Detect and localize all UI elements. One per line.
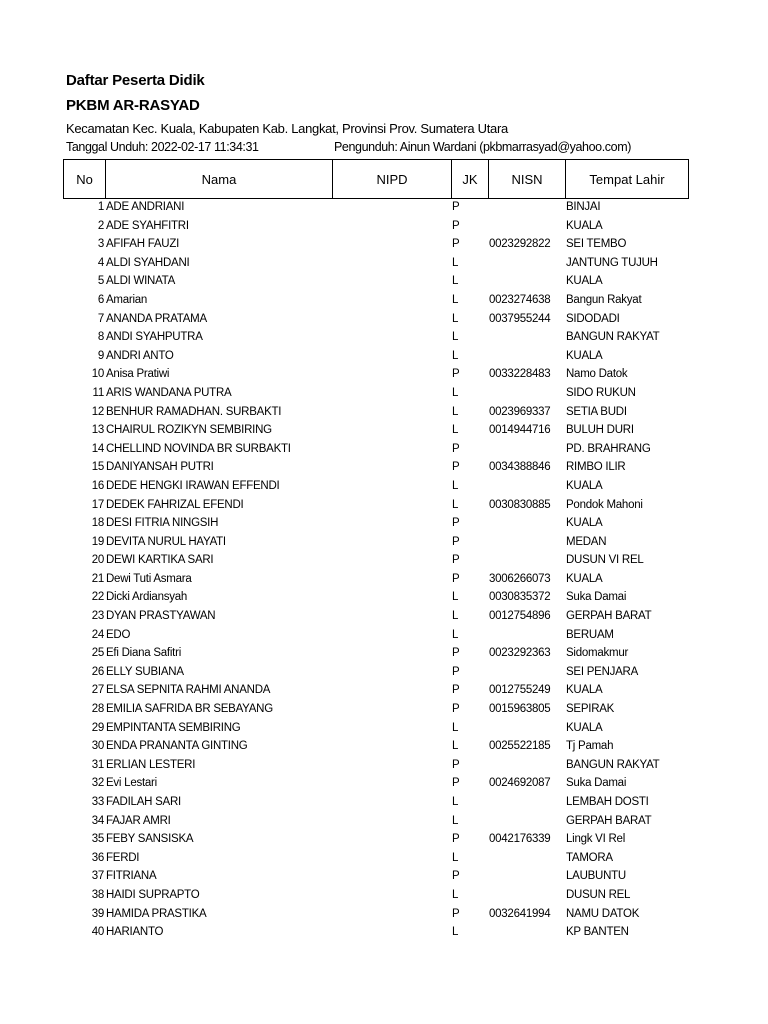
student-name: Dewi Tuti Asmara bbox=[106, 572, 192, 585]
student-name: ADE SYAHFITRI bbox=[106, 219, 189, 232]
student-name: ARIS WANDANA PUTRA bbox=[106, 386, 232, 399]
col-header-nisn: NISN bbox=[489, 160, 566, 199]
gender: P bbox=[452, 647, 460, 660]
student-name: EMPINTANTA SEMBIRING bbox=[106, 721, 241, 734]
nisn: 0030830885 bbox=[489, 498, 551, 511]
table-row bbox=[63, 330, 691, 349]
gender: L bbox=[452, 312, 459, 325]
student-name: FADILAH SARI bbox=[106, 796, 181, 808]
birthplace: KP BANTEN bbox=[566, 926, 629, 939]
row-number: 31 bbox=[91, 758, 104, 771]
gender: L bbox=[452, 349, 459, 362]
row-number: 9 bbox=[97, 349, 104, 362]
nisn: 0030835372 bbox=[489, 591, 551, 604]
row-number: 19 bbox=[91, 535, 104, 548]
birthplace: SETIA BUDI bbox=[566, 405, 627, 418]
row-number: 38 bbox=[91, 888, 104, 901]
student-name: ENDA PRANANTA GINTING bbox=[106, 740, 248, 753]
nisn: 0032641994 bbox=[489, 907, 551, 920]
table-row bbox=[63, 535, 691, 554]
gender: L bbox=[452, 814, 459, 827]
birthplace: BINJAI bbox=[566, 201, 601, 213]
student-name: ANDI SYAHPUTRA bbox=[106, 331, 203, 344]
birthplace: KUALA bbox=[566, 572, 603, 585]
row-number: 32 bbox=[91, 777, 104, 790]
birthplace: DUSUN REL bbox=[566, 888, 631, 901]
row-number: 15 bbox=[91, 461, 104, 474]
nisn: 0023292363 bbox=[489, 647, 551, 660]
table-row bbox=[63, 795, 691, 814]
table-row bbox=[63, 646, 691, 665]
document-title: Daftar Peserta Didik bbox=[66, 72, 205, 89]
birthplace: Bangun Rakyat bbox=[566, 293, 642, 306]
row-number: 13 bbox=[91, 424, 104, 437]
row-number: 25 bbox=[91, 647, 104, 660]
birthplace: SIDODADI bbox=[566, 312, 620, 325]
nisn: 0034388846 bbox=[489, 461, 551, 474]
nisn: 0014944716 bbox=[489, 424, 551, 437]
col-header-tempat-lahir: Tempat Lahir bbox=[566, 160, 689, 199]
row-number: 21 bbox=[91, 572, 104, 585]
table-row bbox=[63, 349, 691, 368]
gender: P bbox=[452, 201, 460, 213]
col-header-nipd: NIPD bbox=[333, 160, 452, 199]
gender: P bbox=[452, 368, 460, 381]
birthplace: SIDO RUKUN bbox=[566, 386, 636, 399]
gender: L bbox=[452, 740, 459, 753]
row-number: 5 bbox=[97, 275, 104, 288]
table-row bbox=[63, 851, 691, 870]
table-row bbox=[63, 274, 691, 293]
student-name: CHELLIND NOVINDA BR SURBAKTI bbox=[106, 442, 291, 455]
table-row bbox=[63, 739, 691, 758]
table-row bbox=[63, 721, 691, 740]
gender: P bbox=[452, 219, 460, 232]
table-row bbox=[63, 256, 691, 275]
table-row bbox=[63, 869, 691, 888]
row-number: 23 bbox=[91, 610, 104, 623]
row-number: 3 bbox=[97, 238, 104, 251]
row-number: 6 bbox=[97, 293, 104, 306]
gender: L bbox=[452, 405, 459, 418]
row-number: 2 bbox=[97, 219, 104, 232]
birthplace: JANTUNG TUJUH bbox=[566, 256, 658, 269]
student-list bbox=[63, 200, 691, 944]
organization-name: PKBM AR-RASYAD bbox=[66, 97, 200, 114]
table-row bbox=[63, 683, 691, 702]
student-name: ALDI WINATA bbox=[106, 275, 176, 288]
gender: L bbox=[452, 386, 459, 399]
student-name: DEDE HENGKI IRAWAN EFFENDI bbox=[106, 479, 280, 492]
birthplace: DUSUN VI REL bbox=[566, 554, 644, 567]
birthplace: BULUH DURI bbox=[566, 424, 634, 437]
table-row bbox=[63, 702, 691, 721]
gender: P bbox=[452, 517, 460, 530]
gender: L bbox=[452, 293, 459, 306]
gender: L bbox=[452, 926, 459, 939]
birthplace: BANGUN RAKYAT bbox=[566, 331, 660, 344]
download-date: Tanggal Unduh: 2022-02-17 11:34:31 bbox=[66, 140, 259, 154]
table-row bbox=[63, 758, 691, 777]
gender: L bbox=[452, 256, 459, 269]
row-number: 30 bbox=[91, 740, 104, 753]
gender: P bbox=[452, 535, 460, 548]
student-name: CHAIRUL ROZIKYN SEMBIRING bbox=[106, 424, 272, 437]
table-header bbox=[63, 159, 689, 199]
nisn: 0023274638 bbox=[489, 293, 551, 306]
student-name: DESI FITRIA NINGSIH bbox=[106, 517, 219, 530]
birthplace: SEI PENJARA bbox=[566, 665, 639, 678]
birthplace: PD. BRAHRANG bbox=[566, 442, 651, 455]
gender: P bbox=[452, 833, 460, 846]
nisn: 0012755249 bbox=[489, 684, 551, 697]
birthplace: RIMBO ILIR bbox=[566, 461, 626, 474]
table-row bbox=[63, 665, 691, 684]
student-name: ANDRI ANTO bbox=[106, 349, 174, 362]
table-row bbox=[63, 776, 691, 795]
student-name: DEDEK FAHRIZAL EFENDI bbox=[106, 498, 244, 511]
nisn: 0023969337 bbox=[489, 405, 551, 418]
row-number: 28 bbox=[91, 703, 104, 716]
row-number: 11 bbox=[92, 386, 104, 399]
birthplace: KUALA bbox=[566, 684, 603, 697]
row-number: 22 bbox=[91, 591, 104, 604]
birthplace: Suka Damai bbox=[566, 591, 627, 604]
student-name: HARIANTO bbox=[106, 926, 164, 939]
col-header-nama: Nama bbox=[106, 160, 333, 199]
table-row bbox=[63, 460, 691, 479]
row-number: 8 bbox=[97, 331, 104, 344]
row-number: 7 bbox=[97, 312, 104, 325]
birthplace: Namo Datok bbox=[566, 368, 628, 381]
student-name: HAMIDA PRASTIKA bbox=[106, 907, 207, 920]
row-number: 18 bbox=[91, 517, 104, 530]
nisn: 0033228483 bbox=[489, 368, 551, 381]
student-name: FERDI bbox=[106, 851, 140, 864]
gender: L bbox=[452, 628, 459, 641]
nisn: 0024692087 bbox=[489, 777, 551, 790]
table-row bbox=[63, 442, 691, 461]
table-row bbox=[63, 516, 691, 535]
gender: P bbox=[452, 703, 460, 716]
birthplace: KUALA bbox=[566, 721, 603, 734]
table-row bbox=[63, 925, 691, 944]
birthplace: GERPAH BARAT bbox=[566, 610, 652, 623]
student-name: Dicki Ardiansyah bbox=[106, 591, 188, 604]
birthplace: KUALA bbox=[566, 479, 603, 492]
student-name: ALDI SYAHDANI bbox=[106, 256, 190, 269]
row-number: 34 bbox=[91, 814, 104, 827]
table-row bbox=[63, 367, 691, 386]
student-name: FITRIANA bbox=[106, 870, 157, 883]
birthplace: SEI TEMBO bbox=[566, 238, 627, 251]
birthplace: TAMORA bbox=[566, 851, 613, 864]
birthplace: KUALA bbox=[566, 349, 603, 362]
nisn: 0023292822 bbox=[489, 238, 551, 251]
row-number: 29 bbox=[91, 721, 104, 734]
table-row bbox=[63, 553, 691, 572]
birthplace: NAMU DATOK bbox=[566, 907, 640, 920]
gender: P bbox=[452, 238, 460, 251]
student-name: AFIFAH FAUZI bbox=[106, 238, 180, 251]
table-row bbox=[63, 479, 691, 498]
location-line: Kecamatan Kec. Kuala, Kabupaten Kab. Langkat, Provinsi Prov. Sumatera Utara bbox=[66, 121, 508, 136]
student-name: DANIYANSAH PUTRI bbox=[106, 461, 214, 474]
student-name: Amarian bbox=[106, 293, 148, 306]
birthplace: Sidomakmur bbox=[566, 647, 629, 660]
row-number: 40 bbox=[91, 926, 104, 939]
student-name: HAIDI SUPRAPTO bbox=[106, 888, 200, 901]
nisn: 0025522185 bbox=[489, 740, 551, 753]
birthplace: LEMBAH DOSTI bbox=[566, 796, 649, 808]
gender: P bbox=[452, 572, 460, 585]
row-number: 33 bbox=[91, 796, 104, 808]
nisn: 0012754896 bbox=[489, 610, 551, 623]
table-row bbox=[63, 907, 691, 926]
gender: P bbox=[452, 870, 460, 883]
row-number: 17 bbox=[91, 498, 104, 511]
student-name: BENHUR RAMADHAN. SURBAKTI bbox=[106, 405, 282, 418]
birthplace: SEPIRAK bbox=[566, 703, 615, 716]
student-name: FEBY SANSISKA bbox=[106, 833, 194, 846]
student-name: EDO bbox=[106, 628, 131, 641]
row-number: 16 bbox=[91, 479, 104, 492]
student-name: ERLIAN LESTERI bbox=[106, 758, 196, 771]
student-name: ELLY SUBIANA bbox=[106, 665, 184, 678]
birthplace: KUALA bbox=[566, 219, 603, 232]
student-name: ADE ANDRIANI bbox=[106, 201, 185, 213]
table-row bbox=[63, 628, 691, 647]
table-row bbox=[63, 405, 691, 424]
student-name: ELSA SEPNITA RAHMI ANANDA bbox=[106, 684, 271, 697]
birthplace: GERPAH BARAT bbox=[566, 814, 652, 827]
table-row bbox=[63, 386, 691, 405]
row-number: 36 bbox=[91, 851, 104, 864]
student-name: ANANDA PRATAMA bbox=[106, 312, 207, 325]
birthplace: MEDAN bbox=[566, 535, 607, 548]
row-number: 26 bbox=[91, 665, 104, 678]
row-number: 39 bbox=[91, 907, 104, 920]
gender: L bbox=[452, 610, 459, 623]
nisn: 0015963805 bbox=[489, 703, 551, 716]
student-name: Efi Diana Safitri bbox=[106, 647, 182, 660]
student-name: DEVITA NURUL HAYATI bbox=[106, 535, 226, 548]
gender: L bbox=[452, 796, 459, 808]
table-row bbox=[63, 609, 691, 628]
gender: L bbox=[452, 424, 459, 437]
birthplace: KUALA bbox=[566, 275, 603, 288]
downloader: Pengunduh: Ainun Wardani (pkbmarrasyad@yahoo.com) bbox=[334, 140, 631, 154]
birthplace: Tj Pamah bbox=[566, 740, 614, 753]
gender: L bbox=[452, 479, 459, 492]
gender: P bbox=[452, 684, 460, 697]
row-number: 24 bbox=[91, 628, 104, 641]
gender: P bbox=[452, 758, 460, 771]
col-header-jk: JK bbox=[452, 160, 489, 199]
table-row bbox=[63, 572, 691, 591]
birthplace: BANGUN RAKYAT bbox=[566, 758, 660, 771]
row-number: 14 bbox=[91, 442, 104, 455]
gender: L bbox=[452, 275, 459, 288]
gender: P bbox=[452, 554, 460, 567]
table-row bbox=[63, 237, 691, 256]
birthplace: Lingk VI Rel bbox=[566, 833, 626, 846]
row-number: 1 bbox=[97, 201, 104, 213]
nisn: 3006266073 bbox=[489, 572, 551, 585]
student-name: EMILIA SAFRIDA BR SEBAYANG bbox=[106, 703, 273, 716]
birthplace: Suka Damai bbox=[566, 777, 627, 790]
student-name: Anisa Pratiwi bbox=[106, 368, 170, 381]
row-number: 20 bbox=[91, 554, 104, 567]
nisn: 0037955244 bbox=[489, 312, 551, 325]
table-row bbox=[63, 590, 691, 609]
gender: P bbox=[452, 461, 460, 474]
table-row bbox=[63, 888, 691, 907]
birthplace: Pondok Mahoni bbox=[566, 498, 643, 511]
birthplace: LAUBUNTU bbox=[566, 870, 626, 883]
table-row bbox=[63, 293, 691, 312]
row-number: 35 bbox=[91, 833, 104, 846]
gender: L bbox=[452, 851, 459, 864]
table-row bbox=[63, 200, 691, 219]
table-row bbox=[63, 814, 691, 833]
student-name: DYAN PRASTYAWAN bbox=[106, 610, 216, 623]
col-header-no: No bbox=[64, 160, 106, 199]
gender: L bbox=[452, 498, 459, 511]
gender: L bbox=[452, 331, 459, 344]
gender: L bbox=[452, 591, 459, 604]
table-row bbox=[63, 832, 691, 851]
student-name: FAJAR AMRI bbox=[106, 814, 171, 827]
gender: P bbox=[452, 777, 460, 790]
gender: L bbox=[452, 888, 459, 901]
row-number: 37 bbox=[91, 870, 104, 883]
birthplace: BERUAM bbox=[566, 628, 614, 641]
row-number: 4 bbox=[97, 256, 104, 269]
gender: P bbox=[452, 665, 460, 678]
row-number: 12 bbox=[91, 405, 104, 418]
table-row bbox=[63, 312, 691, 331]
gender: L bbox=[452, 721, 459, 734]
nisn: 0042176339 bbox=[489, 833, 551, 846]
row-number: 10 bbox=[91, 368, 104, 381]
gender: P bbox=[452, 442, 460, 455]
row-number: 27 bbox=[91, 684, 104, 697]
table-row bbox=[63, 423, 691, 442]
table-row bbox=[63, 498, 691, 517]
birthplace: KUALA bbox=[566, 517, 603, 530]
student-name: Evi Lestari bbox=[106, 777, 157, 790]
table-row bbox=[63, 219, 691, 238]
gender: P bbox=[452, 907, 460, 920]
student-name: DEWI KARTIKA SARI bbox=[106, 554, 214, 567]
